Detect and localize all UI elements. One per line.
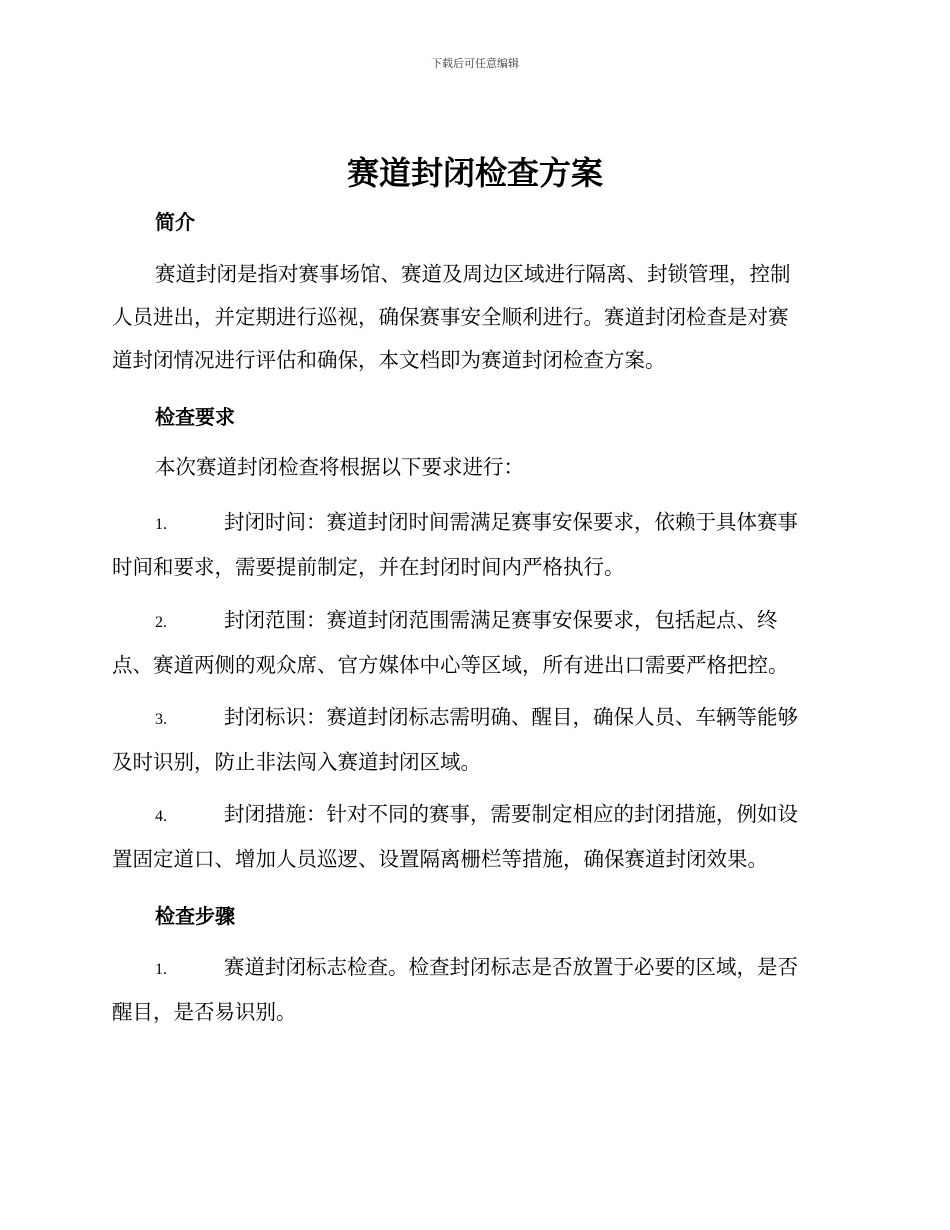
list-number: 2. — [155, 614, 167, 631]
requirement-item — [112, 501, 836, 589]
requirements-lead — [112, 446, 836, 489]
list-item-line-1: 封闭措施：针对不同的赛事，需要制定相应的封闭措施，例如设 — [224, 802, 798, 826]
list-number: 1. — [155, 961, 167, 978]
requirements-lead-text: 本次赛道封闭检查将根据以下要求进行： — [155, 455, 524, 479]
step-item — [112, 946, 836, 1034]
requirement-item — [112, 696, 836, 784]
intro-paragraph — [112, 253, 836, 382]
intro-line-3: 道封闭情况进行评估和确保，本文档即为赛道封闭检查方案。 — [112, 348, 666, 372]
list-number: 4. — [155, 808, 167, 825]
list-item-line-1: 封闭标识：赛道封闭标志需明确、醒目，确保人员、车辆等能够 — [224, 705, 798, 729]
list-number: 3. — [155, 711, 167, 728]
section-heading-steps: 检查步骤 — [155, 904, 235, 928]
section-heading-requirements: 检查要求 — [155, 405, 235, 429]
list-item-line-1: 封闭范围：赛道封闭范围需满足赛事安保要求，包括起点、终 — [224, 608, 778, 632]
list-item-line-1: 赛道封闭标志检查。检查封闭标志是否放置于必要的区域，是否 — [224, 955, 798, 979]
requirement-item — [112, 599, 836, 687]
intro-line-2: 人员进出，并定期进行巡视，确保赛事安全顺利进行。赛道封闭检查是对赛 — [112, 305, 789, 329]
list-item-line-1: 封闭时间：赛道封闭时间需满足赛事安保要求，依赖于具体赛事 — [224, 510, 798, 534]
requirement-item — [112, 793, 836, 881]
list-number: 1. — [155, 516, 167, 533]
header-note: 下载后可任意编辑 — [431, 57, 519, 70]
section-heading-intro: 简介 — [155, 210, 195, 234]
document-title: 赛道封闭检查方案 — [346, 154, 603, 192]
list-item-line-2: 醒目，是否易识别。 — [112, 1000, 297, 1024]
list-item-line-2: 点、赛道两侧的观众席、官方媒体中心等区域，所有进出口需要严格把控。 — [112, 653, 789, 677]
list-item-line-2: 及时识别，防止非法闯入赛道封闭区域。 — [112, 750, 481, 774]
list-item-line-2: 时间和要求，需要提前制定，并在封闭时间内严格执行。 — [112, 555, 625, 579]
list-item-line-2: 置固定道口、增加人员巡逻、设置隔离栅栏等措施，确保赛道封闭效果。 — [112, 847, 768, 871]
intro-line-1: 赛道封闭是指对赛事场馆、赛道及周边区域进行隔离、封锁管理，控制 — [155, 262, 791, 286]
